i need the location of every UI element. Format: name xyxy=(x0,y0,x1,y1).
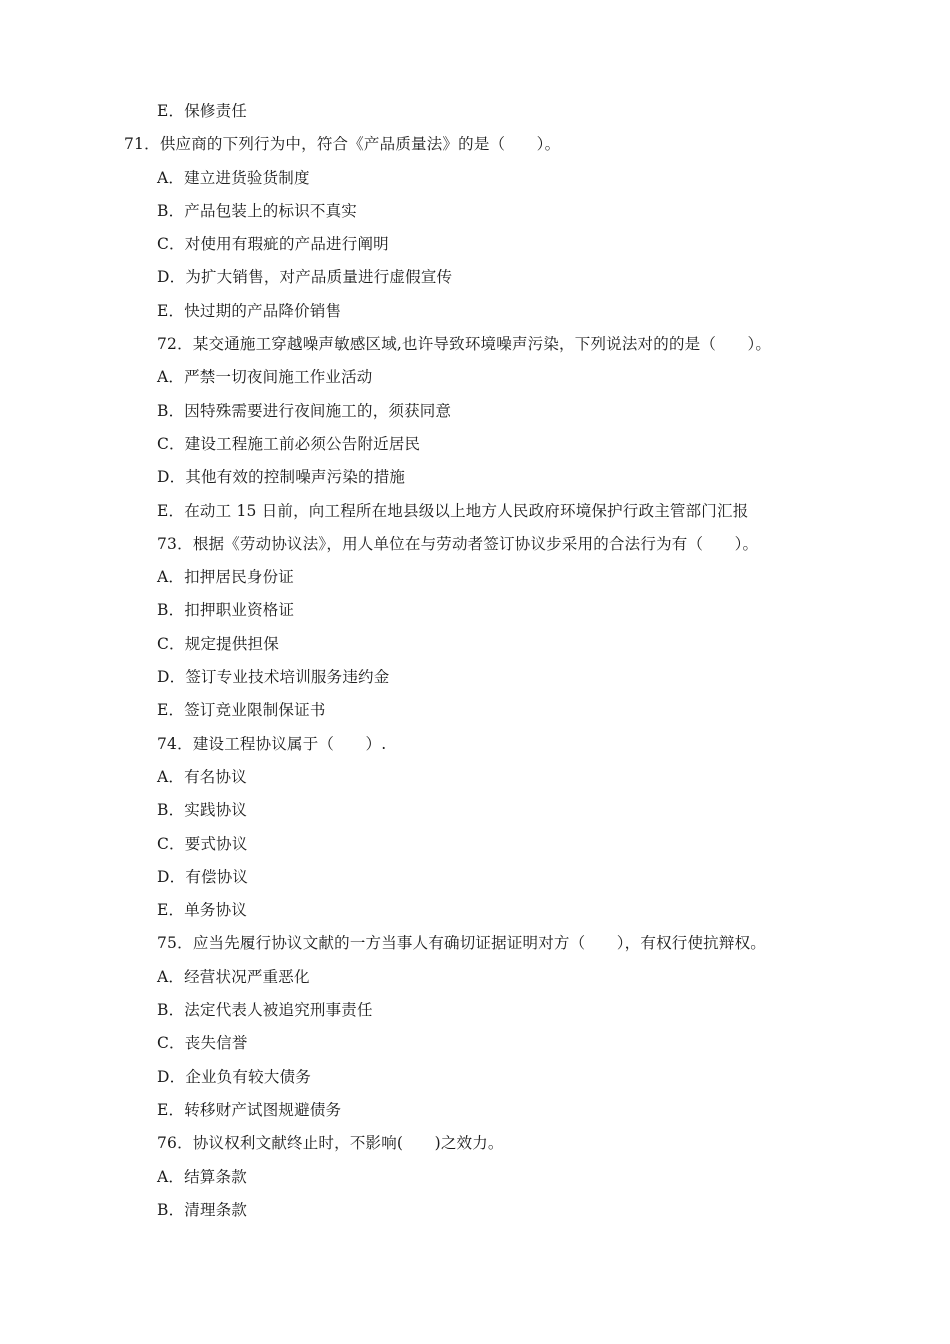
option-line: E．转移财产试图规避债务 xyxy=(157,1100,342,1119)
question-line: 76．协议权利文献终止时，不影响( )之效力。 xyxy=(157,1134,504,1153)
option-line: C．要式协议 xyxy=(157,834,248,853)
question-line: 75．应当先履行协议文献的一方当事人有确切证据证明对方（ ），有权行使抗辩权。 xyxy=(157,934,766,953)
option-line: E．保修责任 xyxy=(157,102,248,120)
option-line: B．清理条款 xyxy=(157,1200,248,1219)
option-line: A．有名协议 xyxy=(157,767,247,786)
option-line: E．签订竞业限制保证书 xyxy=(157,701,326,720)
option-line: C．丧失信誉 xyxy=(157,1034,248,1053)
option-line: E．单务协议 xyxy=(157,901,248,920)
option-line: A．扣押居民身份证 xyxy=(157,568,294,587)
question-line: 73．根据《劳动协议法》，用人单位在与劳动者签订协议步采用的合法行为有（ ）。 xyxy=(157,534,759,553)
option-line: D．签订专业技术培训服务违约金 xyxy=(157,668,390,687)
option-line: B．因特殊需要进行夜间施工的，须获同意 xyxy=(157,401,452,420)
question-line: 74．建设工程协议属于（ ）. xyxy=(157,734,387,753)
option-line: D．其他有效的控制噪声污染的措施 xyxy=(157,468,406,487)
document-page xyxy=(0,95,950,1227)
option-line: D．为扩大销售，对产品质量进行虚假宣传 xyxy=(157,268,453,287)
option-line: B．产品包装上的标识不真实 xyxy=(157,201,357,220)
option-line: A．结算条款 xyxy=(157,1167,247,1186)
option-line: C．建设工程施工前必须公告附近居民 xyxy=(157,434,421,453)
option-line: E．快过期的产品降价销售 xyxy=(157,301,342,320)
option-line: C．规定提供担保 xyxy=(157,634,279,653)
option-line: D．有偿协议 xyxy=(157,867,249,886)
question-line: 71．供应商的下列行为中，符合《产品质量法》的是（ ）。 xyxy=(124,135,561,154)
option-line: B．扣押职业资格证 xyxy=(157,601,295,620)
option-line: A．经营状况严重恶化 xyxy=(157,967,310,986)
option-line: D．企业负有较大债务 xyxy=(157,1067,311,1086)
option-line: E．在动工 15 日前，向工程所在地县级以上地方人民政府环境保护行政主管部门汇报 xyxy=(157,501,749,520)
option-line: B．法定代表人被追究刑事责任 xyxy=(157,1001,373,1020)
option-line: A．建立进货验货制度 xyxy=(157,168,310,187)
option-line: C．对使用有瑕疵的产品进行阐明 xyxy=(157,235,389,254)
option-line: B．实践协议 xyxy=(157,801,248,820)
option-line: A．严禁一切夜间施工作业活动 xyxy=(157,368,373,387)
question-line: 72．某交通施工穿越噪声敏感区域,也许导致环境噪声污染，下列说法对的的是（ ）。 xyxy=(157,335,772,354)
